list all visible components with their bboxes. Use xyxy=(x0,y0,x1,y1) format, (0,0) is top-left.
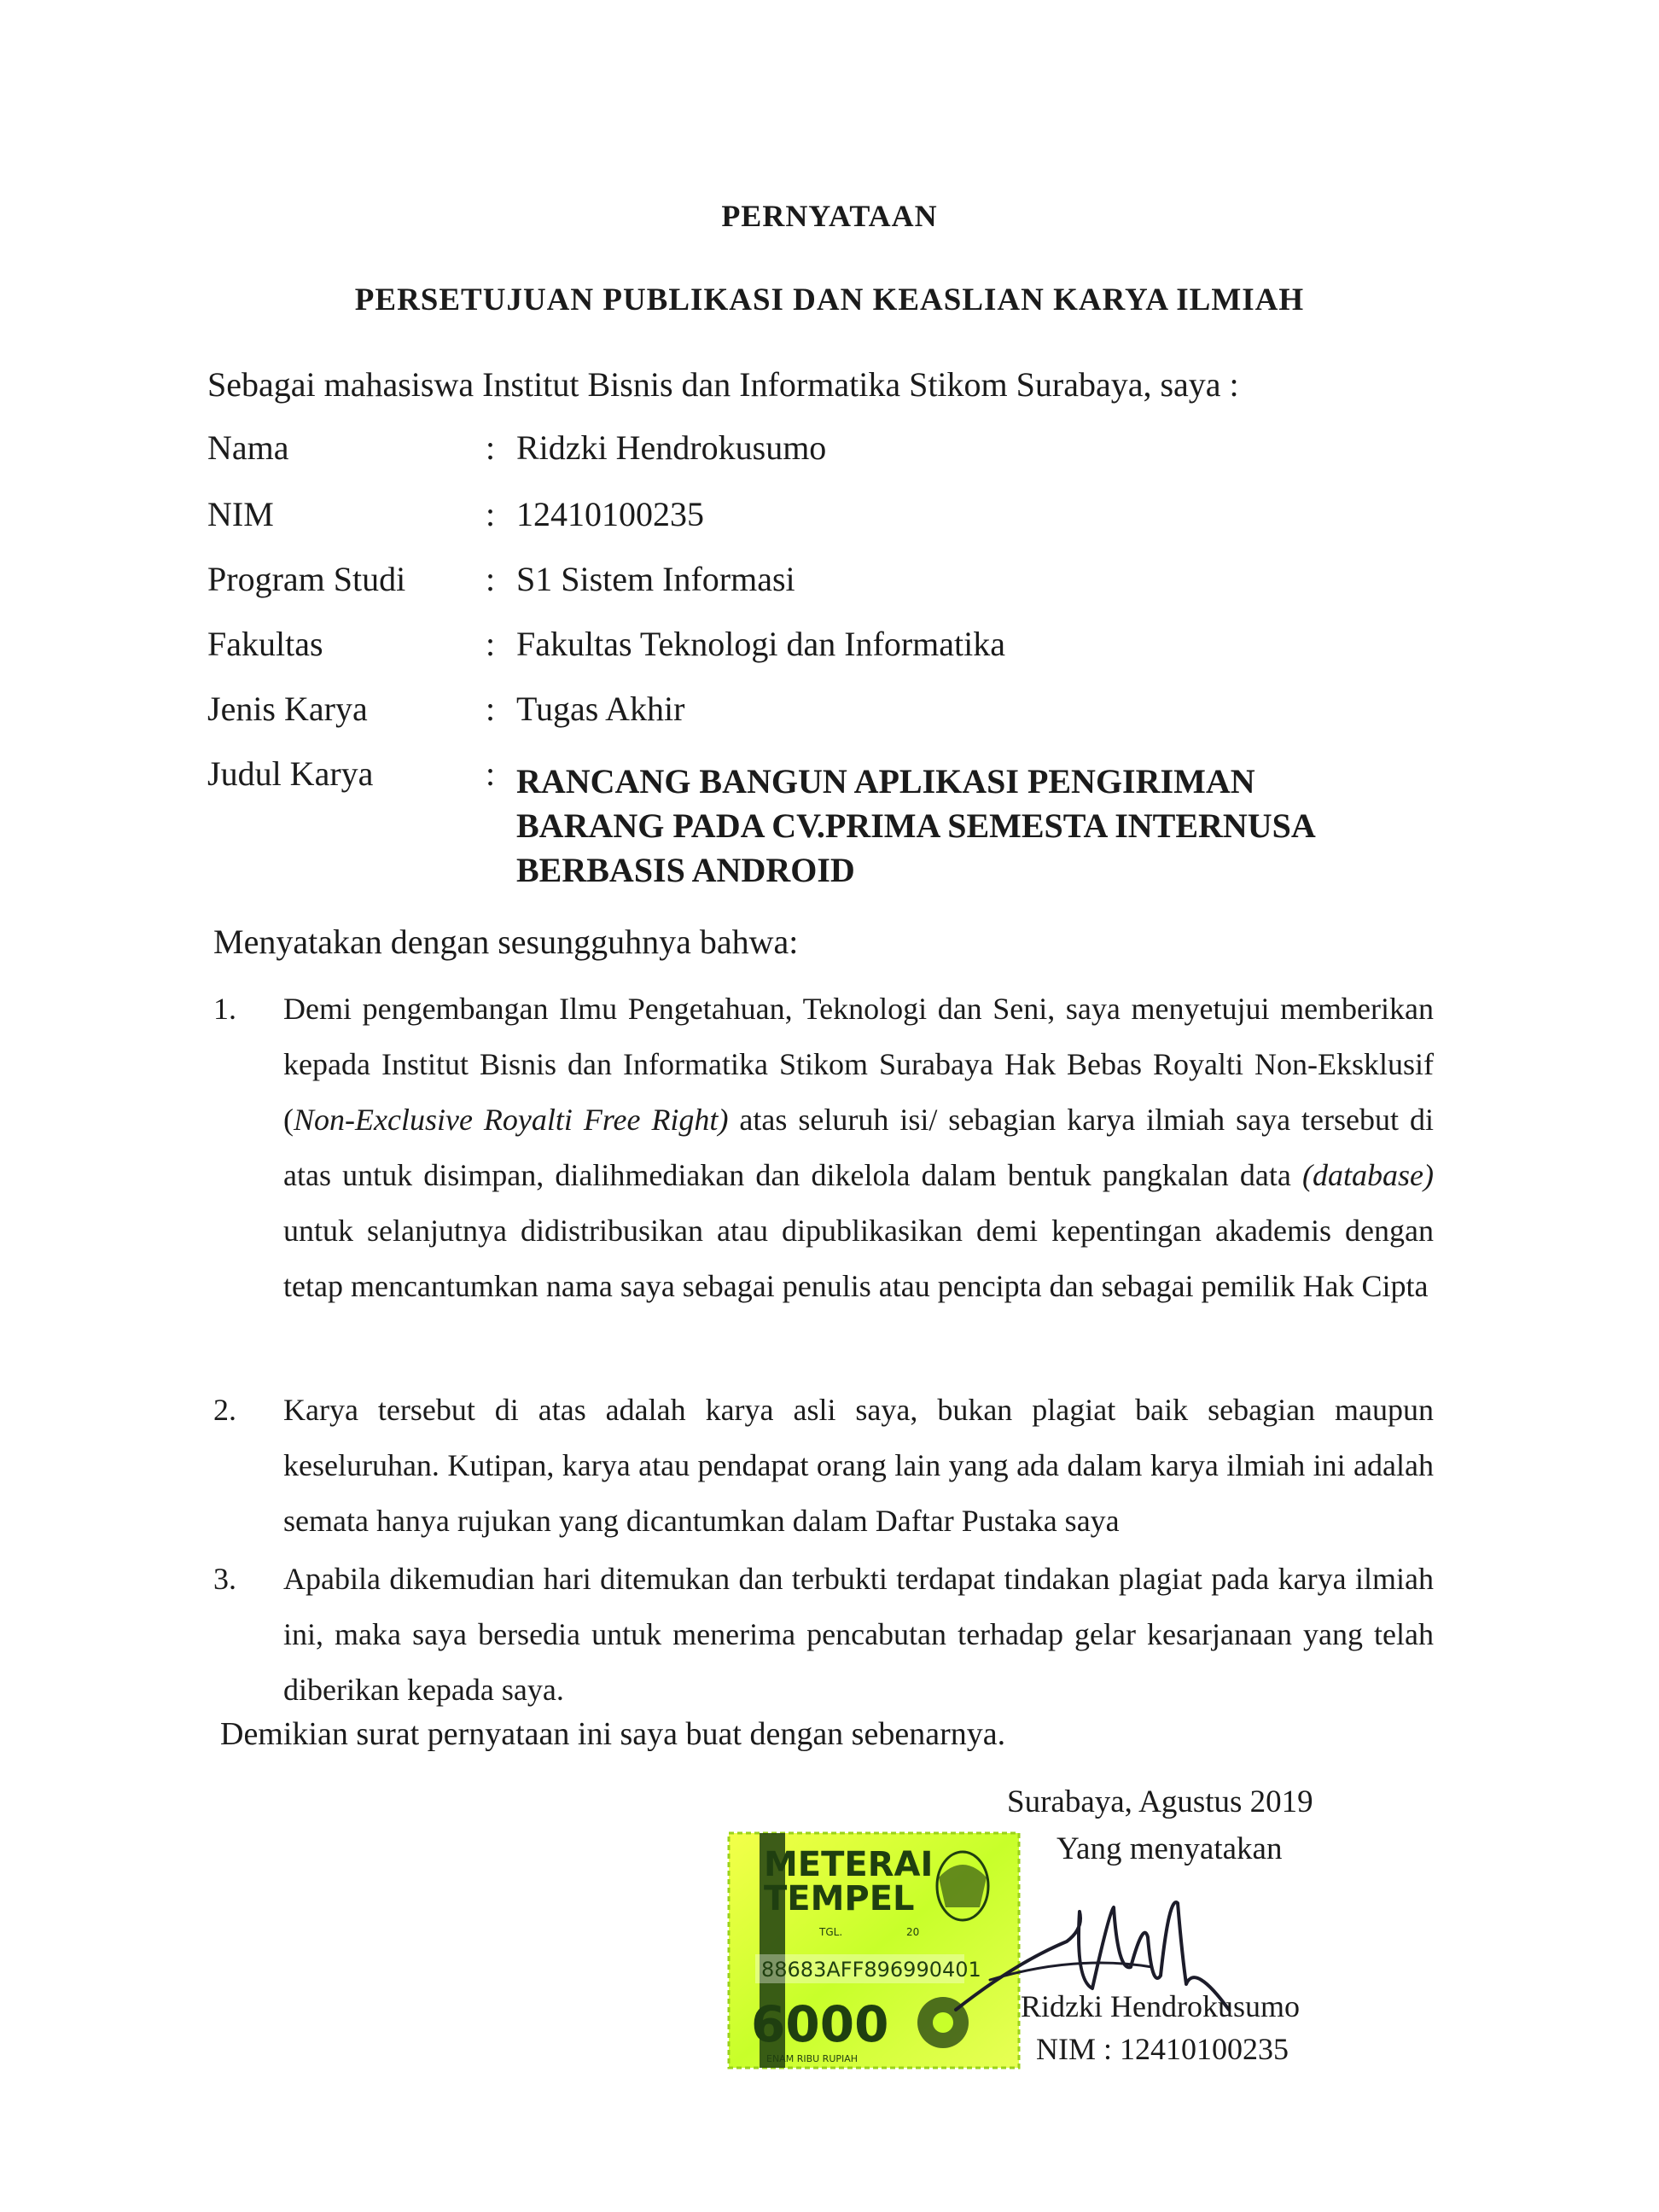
item-number: 3. xyxy=(213,1562,236,1596)
stamp-label: TEMPEL xyxy=(764,1879,915,1918)
item-text: Apabila dikemudian hari ditemukan dan terbukti terdapat tindakan plagiat pada karya ilmiah ini, maka saya bersedia untuk menerima pencabutan terhadap gelar kesarjanaan yang telah diberikan kepada saya. xyxy=(283,1562,1434,1707)
stamp-label: METERAI xyxy=(764,1845,934,1884)
judul-line: BARANG PADA CV.PRIMA SEMESTA INTERNUSA xyxy=(516,806,1316,845)
signer-nim: NIM : 12410100235 xyxy=(1036,2032,1289,2066)
field-colon: : xyxy=(486,690,496,728)
field-colon: : xyxy=(486,495,496,533)
stamp-tgl: TGL. xyxy=(819,1926,843,1938)
closing-statement: Demikian surat pernyataan ini saya buat dengan sebenarnya. xyxy=(220,1716,1006,1752)
document-title: PERNYATAAN xyxy=(721,199,938,233)
judul-line: BERBASIS ANDROID xyxy=(516,851,855,889)
item-text: Karya tersebut di atas adalah karya asli saya, bukan plagiat baik sebagian maupun keseluruhan. Kutipan, karya atau pendapat orang lain yang ada dalam karya ilmiah ini adalah semata hanya rujukan yang dicantumkan dalam Daftar Pustaka saya xyxy=(283,1393,1434,1538)
judul-karya-value xyxy=(516,760,1455,893)
intro-text: Sebagai mahasiswa Institut Bisnis dan Informatika Stikom Surabaya, saya : xyxy=(207,365,1239,404)
field-colon: : xyxy=(486,560,496,598)
item-text-part: Demi pengembangan Ilmu Pengetahuan, Teknologi dan Seni, saya menyetujui memberikan kepada Institut Bisnis dan Informatika Stikom Surabaya Hak Bebas Royalti Non-Eksklusif ( xyxy=(283,992,1434,1137)
item-text xyxy=(283,981,1434,1314)
stamp-serial: 88683AFF896990401 xyxy=(761,1958,981,1982)
field-value: Ridzki Hendrokusumo xyxy=(516,428,827,467)
declaration-item-1 xyxy=(213,981,1434,1314)
item-text-italic: (database) xyxy=(1302,1158,1434,1192)
stamp-year: 20 xyxy=(906,1926,920,1938)
field-label: Jenis Karya xyxy=(207,690,368,728)
field-value: 12410100235 xyxy=(516,495,704,533)
item-text-part: atas seluruh isi/ sebagian karya ilmiah saya tersebut di atas untuk disimpan, dialihmediakan dan dikelola dalam bentuk pangkalan data xyxy=(283,1103,1434,1192)
field-colon: : xyxy=(486,625,496,663)
stamp-amount: 6000 xyxy=(751,1995,889,2053)
field-colon: : xyxy=(486,754,496,793)
signer-name: Ridzki Hendrokusumo xyxy=(1021,1989,1300,2023)
declaration-item-2 xyxy=(213,1382,1434,1549)
document-subtitle: PERSETUJUAN PUBLIKASI DAN KEASLIAN KARYA ILMIAH xyxy=(354,282,1305,317)
field-label: Nama xyxy=(207,428,289,467)
field-label: NIM xyxy=(207,495,274,533)
field-value: S1 Sistem Informasi xyxy=(516,560,795,598)
field-label: Judul Karya xyxy=(207,754,374,793)
item-text-italic: Non-Exclusive Royalti Free Right) xyxy=(294,1103,729,1137)
item-text-part: untuk selanjutnya didistribusikan atau dipublikasikan demi kepentingan akademis dengan tetap mencantumkan nama saya sebagai penulis atau pencipta dan sebagai pemilik Hak Cipta xyxy=(283,1214,1434,1303)
field-label: Program Studi xyxy=(207,560,406,598)
declaration-intro: Menyatakan dengan sesungguhnya bahwa: xyxy=(213,923,799,961)
place-date: Surabaya, Agustus 2019 xyxy=(1007,1784,1313,1819)
field-value: Fakultas Teknologi dan Informatika xyxy=(516,625,1006,663)
item-number: 2. xyxy=(213,1393,236,1427)
signer-role: Yang menyatakan xyxy=(1057,1831,1283,1866)
field-colon: : xyxy=(486,428,496,467)
item-number: 1. xyxy=(213,992,236,1026)
judul-line: RANCANG BANGUN APLIKASI PENGIRIMAN xyxy=(516,762,1255,800)
field-value: Tugas Akhir xyxy=(516,690,685,728)
declaration-item-3 xyxy=(213,1551,1434,1718)
field-label: Fakultas xyxy=(207,625,323,663)
stamp-amount-text: ENAM RIBU RUPIAH xyxy=(766,2053,859,2064)
